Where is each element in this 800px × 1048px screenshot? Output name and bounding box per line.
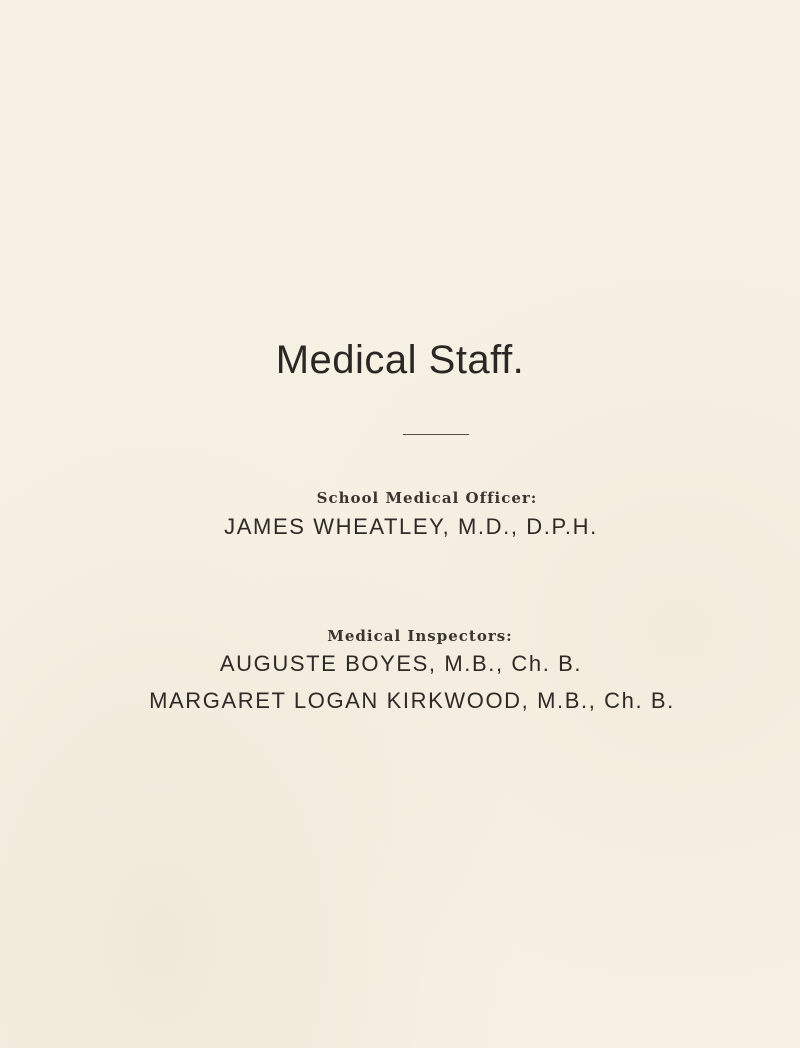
medical-inspector-name: MARGARET LOGAN KIRKWOOD, M.B., Ch. B. xyxy=(149,688,675,713)
page-title: Medical Staff. xyxy=(275,338,525,382)
medical-inspector-name: AUGUSTE BOYES, M.B., Ch. B. xyxy=(219,651,583,676)
school-medical-officer-name: JAMES WHEATLEY, M.D., D.P.H. xyxy=(224,514,598,539)
school-medical-officer-label: School Medical Officer: xyxy=(316,489,538,507)
title-divider xyxy=(403,434,469,435)
medical-inspectors-label: Medical Inspectors: xyxy=(327,627,513,645)
